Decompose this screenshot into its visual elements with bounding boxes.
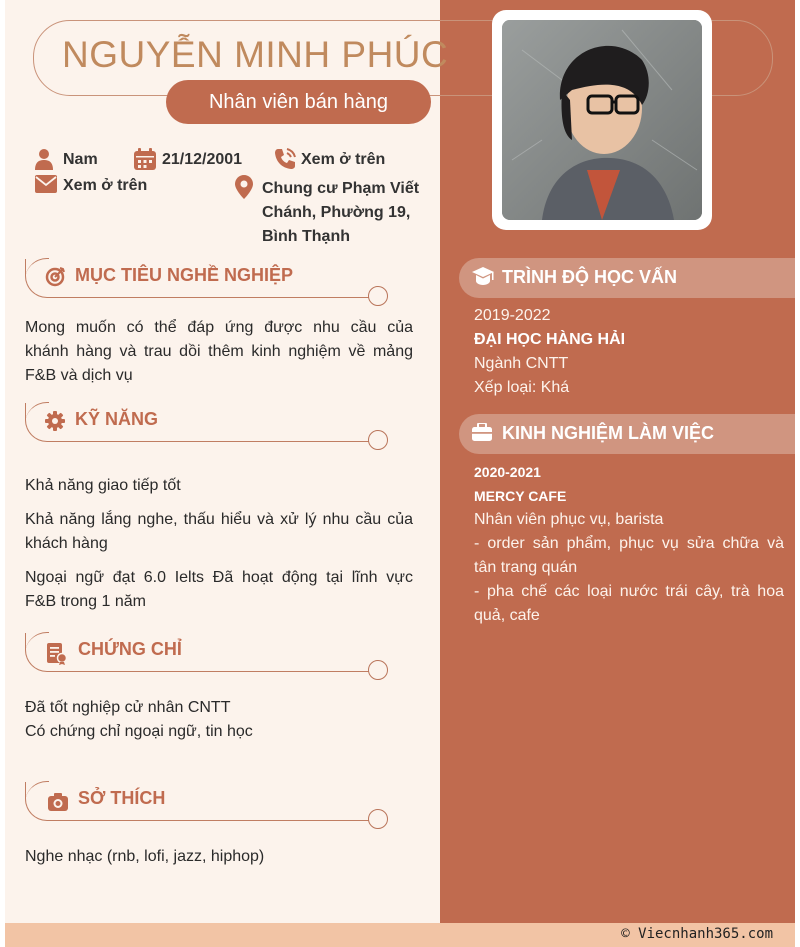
job-title-badge: Nhân viên bán hàng — [166, 80, 431, 124]
address-value: Chung cư Phạm Viết Chánh, Phường 19, Bình Thạnh — [262, 180, 420, 245]
email-icon — [35, 175, 57, 193]
footer-watermark: © Viecnhanh365.com — [621, 926, 773, 942]
education-years: 2019-2022 — [474, 307, 551, 324]
footer-bar — [5, 923, 795, 947]
skill-item: Ngoại ngữ đạt 6.0 Ielts Đã hoạt động tại lĩnh vực F&B trong 1 năm — [25, 569, 413, 610]
certificate-icon — [47, 643, 67, 665]
briefcase-icon — [472, 423, 492, 441]
skill-item: Khả năng giao tiếp tốt — [25, 477, 181, 494]
gender-value: Nam — [63, 151, 98, 168]
section-hobbies-header — [25, 782, 390, 822]
education-major: Ngành CNTT — [474, 355, 569, 372]
skill-item: Khả năng lắng nghe, thấu hiểu và xử lý nhu cầu của khách hàng — [25, 511, 413, 552]
candidate-name: NGUYỄN MINH PHÚC — [62, 34, 449, 75]
section-certificates-header — [25, 633, 390, 673]
section-experience-title: KINH NGHIỆM LÀM VIỆC — [502, 423, 715, 443]
calendar-icon — [134, 148, 156, 170]
graduation-cap-icon — [472, 267, 494, 287]
camera-icon — [48, 793, 68, 811]
section-objective-title: MỤC TIÊU NGHỀ NGHIỆP — [75, 265, 294, 285]
experience-position: Nhân viên phục vụ, barista — [474, 511, 664, 528]
phone-icon — [273, 147, 297, 171]
hobbies-text: Nghe nhạc (rnb, lofi, jazz, hiphop) — [25, 848, 265, 865]
experience-duty: - order sản phẩm, phục vụ sửa chữa và tân trang quán — [474, 535, 784, 576]
objective-text: Mong muốn có thể đáp ứng được nhu cầu của khánh hàng và trau dồi thêm kinh nghiệm về mảng F&B và dịch vụ — [25, 319, 413, 384]
experience-duty: - pha chế các loại nước trái cây, trà hoa quả, cafe — [474, 583, 784, 624]
section-skills-header — [25, 403, 390, 443]
profile-photo — [502, 20, 702, 220]
target-icon — [45, 267, 65, 287]
section-hobbies-title: SỞ THÍCH — [78, 788, 166, 808]
gear-icon — [45, 411, 65, 431]
phone-value: Xem ở trên — [301, 151, 386, 168]
section-education-header — [459, 258, 795, 298]
experience-years: 2020-2021 — [474, 464, 541, 480]
section-skills-title: KỸ NĂNG — [75, 409, 159, 429]
section-experience-header — [459, 414, 795, 454]
certificates-text: Đã tốt nghiệp cử nhân CNTT Có chứng chỉ ngoại ngữ, tin học — [25, 699, 253, 740]
experience-company: MERCY CAFE — [474, 488, 567, 504]
section-education-title: TRÌNH ĐỘ HỌC VẤN — [502, 267, 677, 287]
section-objective-header — [25, 259, 390, 299]
profile-photo-frame — [492, 10, 712, 230]
location-icon — [235, 175, 253, 199]
education-grade: Xếp loại: Khá — [474, 379, 570, 396]
education-school: ĐẠI HỌC HÀNG HẢI — [474, 331, 626, 348]
dob-value: 21/12/2001 — [162, 151, 243, 168]
email-value: Xem ở trên — [63, 177, 148, 194]
person-icon — [35, 148, 53, 170]
section-certificates-title: CHỨNG CHỈ — [78, 639, 182, 659]
